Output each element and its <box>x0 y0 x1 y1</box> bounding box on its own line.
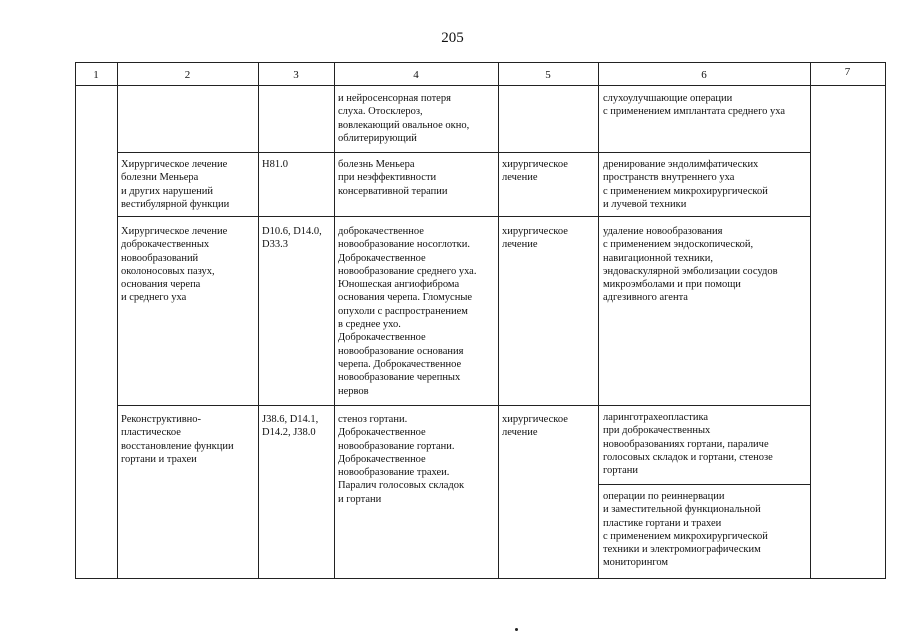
column-divider <box>598 62 599 579</box>
table-cell: доброкачественное новообразование носоглотки. Доброкачественное новообразование среднего уха. Юношеская ангиофиброма основания черепа. Гломусные опухоли с распространением в среднее ухо. Доброкачественное новообразование основания черепа. Доброкачественное новообразование черепных нервов <box>338 226 477 397</box>
table-cell: J38.6, D14.1, D14.2, J38.0 <box>262 414 319 439</box>
column-header: 4 <box>413 69 419 81</box>
column-header: 5 <box>545 69 551 81</box>
table-cell: Реконструктивно- пластическое восстановление функции гортани и трахеи <box>121 414 234 465</box>
table-top-border <box>75 62 885 63</box>
column-divider <box>810 62 811 579</box>
page-number: 205 <box>441 30 464 46</box>
column-divider <box>334 62 335 579</box>
table-cell: D10.6, D14.0, D33.3 <box>262 226 322 251</box>
row-divider <box>117 216 810 217</box>
table-cell: ларинготрахеопластика при доброкачественных новообразованиях гортани, параличе голосовых складок и гортани, стенозе гортани <box>603 412 773 477</box>
table-cell: хирургическое лечение <box>502 414 568 439</box>
table-cell: стеноз гортани. Доброкачественное новообразование гортани. Доброкачественное новообразование трахеи. Паралич голосовых складок и гортани <box>338 414 465 505</box>
column-header: 3 <box>293 69 299 81</box>
table-cell: удаление новообразования с применением эндоскопической, навигационной техники, эндоваскулярной эмболизации сосудов микроэмболами и при помощи адгезивного агента <box>603 226 778 304</box>
table-cell: Хирургическое лечение болезни Меньера и других нарушений вестибулярной функции <box>121 159 230 210</box>
column-divider <box>258 62 259 579</box>
table-cell: дренирование эндолимфатических пространств внутреннего уха с применением микрохирургической и лучевой техники <box>603 159 768 210</box>
column-header: 1 <box>93 69 99 81</box>
table-cell: операции по реиннервации и заместительной функциональной пластике гортани и трахеи с применением микрохирургической техники и электромиографическим мониторингом <box>603 491 768 569</box>
table-cell: и нейросенсорная потеря слуха. Отосклероз, вовлекающий овальное окно, облитерирующий <box>338 93 470 144</box>
table-cell: H81.0 <box>262 159 288 170</box>
table-left-border <box>75 62 76 579</box>
column-header: 6 <box>701 69 707 81</box>
table-cell: болезнь Меньера при неэффективности консервативной терапии <box>338 159 448 197</box>
table-cell: слухоулучшающие операции с применением имплантата среднего уха <box>603 93 786 118</box>
table-cell: хирургическое лечение <box>502 159 568 184</box>
table-right-border <box>885 62 886 579</box>
column-divider <box>498 62 499 579</box>
table-cell: Хирургическое лечение доброкачественных новообразований околоносовых пазух, основания черепа и среднего уха <box>121 226 228 304</box>
column-header: 2 <box>184 69 191 81</box>
cell-divider <box>598 484 810 485</box>
column-header: 7 <box>844 66 851 78</box>
column-divider <box>117 62 118 579</box>
scan-speck <box>515 628 518 631</box>
table-bottom-border <box>75 578 885 579</box>
row-divider <box>117 152 810 153</box>
table-cell: хирургическое лечение <box>502 226 568 251</box>
header-bottom-border <box>75 85 885 86</box>
row-divider <box>117 405 810 406</box>
